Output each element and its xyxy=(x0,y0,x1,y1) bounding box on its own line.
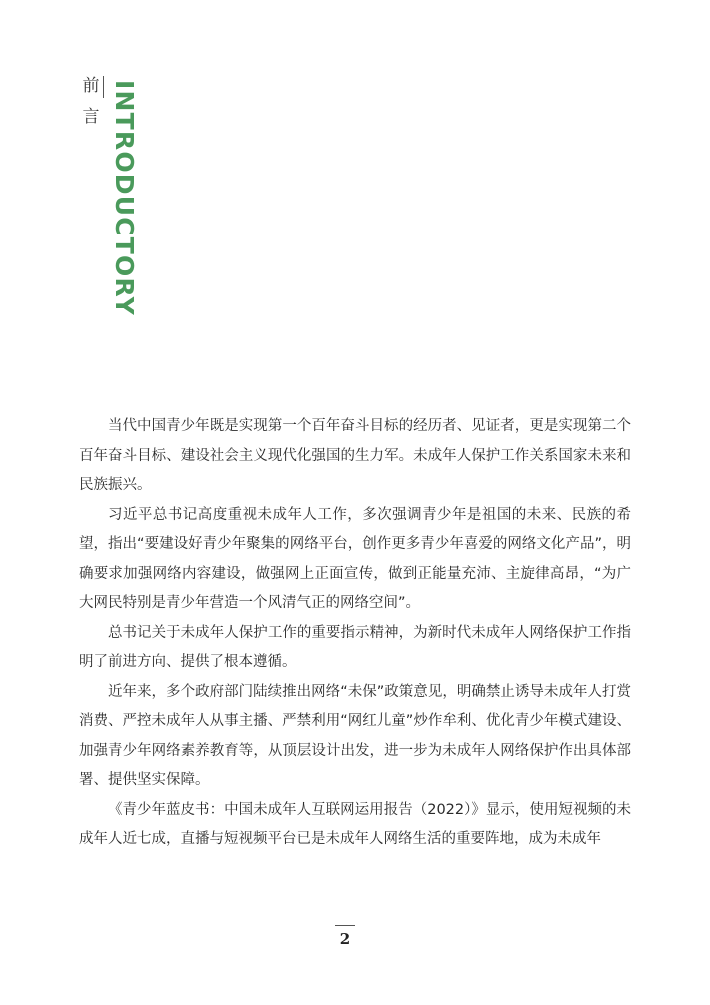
paragraph: 近年来，多个政府部门陆续推出网络“未保”政策意见，明确禁止诱导未成年人打赏消费、严控未成年人从事主播、严禁利用“网红儿童”炒作牟利、优化青少年模式建设、加强青少年网络素养教育等，从顶层设计出发，进一步为未成年人网络保护作出具体部署、提供坚实保障。 xyxy=(79,683,631,788)
page-number: 2 xyxy=(339,930,351,948)
paragraph: 总书记关于未成年人保护工作的重要指示精神，为新时代未成年人网络保护工作指明了前进方向、提供了根本遵循。 xyxy=(79,624,631,670)
paragraph: 《青少年蓝皮书：中国未成年人互联网运用报告（2022）》显示，使用短视频的未成年人近七成，直播与短视频平台已是未成年人网络生活的重要阵地，成为未成年 xyxy=(79,801,631,847)
body-text xyxy=(79,412,631,855)
paragraph: 习近平总书记高度重视未成年人工作，多次强调青少年是祖国的未来、民族的希望，指出“要建设好青少年聚集的网络平台，创作更多青少年喜爱的网络文化产品”，明确要求加强网络内容建设，做强网上正面宣传，做到正能量充沛、主旋律高昂，“为广大网民特别是青少年营造一个风清气正的网络空间”。 xyxy=(79,506,631,611)
section-heading-chinese xyxy=(80,78,102,126)
heading-char-qian: 前 xyxy=(82,76,100,96)
heading-divider xyxy=(103,76,104,98)
paragraph: 当代中国青少年既是实现第一个百年奋斗目标的经历者、见证者，更是实现第二个百年奋斗目标、建设社会主义现代化强国的生力军。未成年人保护工作关系国家未来和民族振兴。 xyxy=(79,418,631,493)
heading-char-yan: 言 xyxy=(82,107,100,127)
section-heading-english: INTRODUCTORY xyxy=(110,80,139,316)
footer-rule xyxy=(335,925,355,926)
